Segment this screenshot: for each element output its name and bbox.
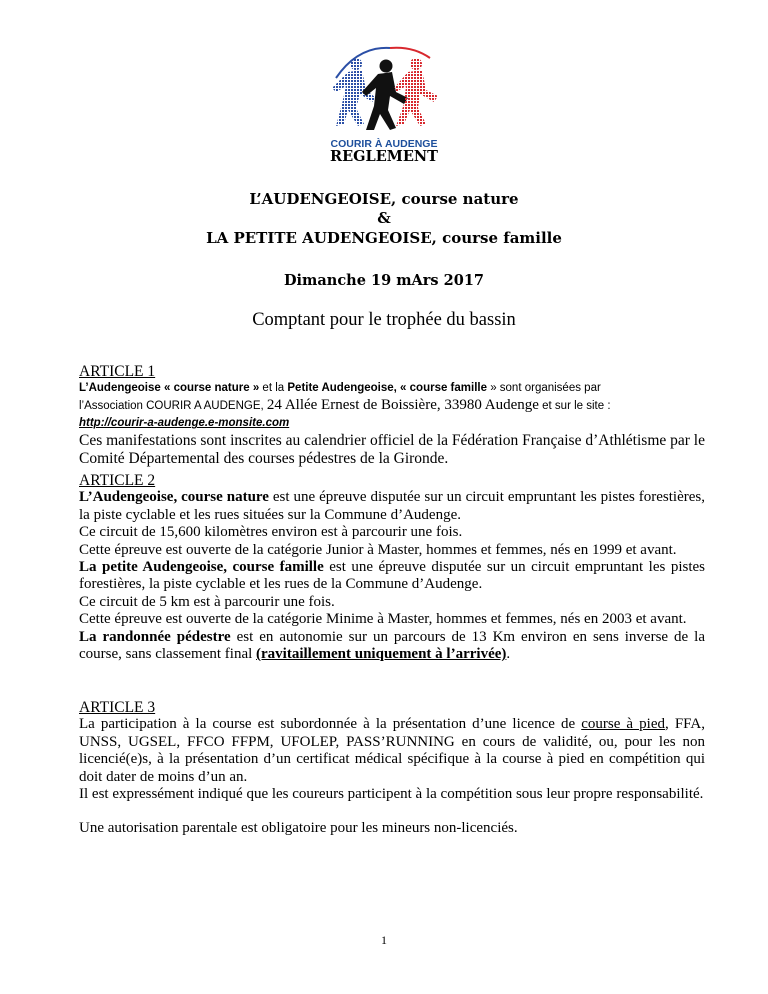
article-1-heading: ARTICLE 1	[79, 363, 156, 380]
course-famille-name: La petite Audengeoise, course famille	[79, 559, 324, 576]
article-2	[79, 472, 705, 663]
article-3-paragraph-1	[79, 716, 705, 786]
text-fragment: est en autonomie sur un parcours de 13 Km environ en sens inverse de la course, sans classement final	[79, 628, 705, 663]
text-fragment: et sur le site :	[538, 400, 611, 413]
page-number: 1	[381, 933, 387, 947]
article-3-heading: ARTICLE 3	[79, 699, 156, 716]
reglement-title: REGLEMENT	[330, 148, 438, 165]
article-2-paragraph-7	[79, 629, 705, 664]
article-1-line-2	[79, 397, 705, 415]
text-fragment: et la	[259, 382, 288, 395]
text-fragment: l’Association COURIR A AUDENGE,	[79, 400, 267, 413]
runners-logo-icon	[318, 38, 450, 142]
article-2-paragraph-3: Cette épreuve est ouverte de la catégorie Junior à Master, hommes et femmes, nés en 1999 et avant.	[79, 541, 677, 558]
text-fragment: .	[506, 646, 511, 663]
article-2-paragraph-6: Cette épreuve est ouverte de la catégorie Minime à Master, hommes et femmes, nés en 2003 et avant.	[79, 611, 687, 628]
course-a-pied-underlined: course à pied	[581, 716, 665, 733]
text-fragment: , FFA, UNSS, UGSEL, FFCO FFPM, UFOLEP, PASS’RUNNING en cours de validité, ou, pour les non licencié(e)s, à la présentation d’un certificat médical spécifique à la course à pied en compétition qui doit dater de moins d’un an.	[79, 716, 705, 785]
website-link[interactable]: http://courir-a-audenge.e-monsite.com	[79, 417, 290, 430]
text-fragment: est une épreuve disputée sur un circuit empruntant les pistes forestières, la piste cyclable et les rues situées sur la Commune d’Audenge.	[79, 489, 705, 523]
paragraph-spacer	[79, 803, 705, 820]
article-1-paragraph-2: Ces manifestations sont inscrites au calendrier officiel de la Fédération Française d’Athlétisme par le Comité Départemental des courses pédestres de la Gironde.	[79, 432, 705, 468]
article-2-paragraph-2: Ce circuit de 15,600 kilomètres environ est à parcourir une fois.	[79, 524, 463, 541]
article-2-heading: ARTICLE 2	[79, 472, 156, 489]
ravitaillement-note: (ravitaillement uniquement à l’arrivée)	[256, 646, 507, 663]
association-address: 24 Allée Ernest de Boissière, 33980 Audenge	[266, 397, 539, 414]
title-line-2: &	[377, 209, 391, 227]
article-3-paragraph-2: Il est expressément indiqué que les coureurs participent à la compétition sous leur propre responsabilité.	[79, 786, 704, 803]
club-logo	[318, 38, 450, 156]
title-line-1: L’AUDENGEOISE, course nature	[249, 190, 519, 208]
course-nature-name: L’Audengeoise, course nature	[79, 489, 269, 506]
text-fragment: La participation à la course est subordonnée à la présentation d’une licence de	[79, 716, 582, 733]
article-1-line-1	[79, 380, 705, 397]
course-nature-name: L’Audengeoise « course nature »	[79, 382, 260, 395]
course-famille-name: Petite Audengeoise, « course famille	[287, 382, 487, 395]
text-fragment: » sont organisées par	[487, 382, 601, 395]
text-fragment: est une épreuve disputée sur un circuit empruntant les pistes forestières, la piste cyclable et les rues de la Commune d’Audenge.	[79, 559, 705, 593]
article-2-paragraph-1	[79, 489, 705, 524]
article-3	[79, 699, 705, 838]
trophy-subtitle: Comptant pour le trophée du bassin	[252, 310, 516, 330]
article-1	[79, 363, 705, 468]
article-3-paragraph-3: Une autorisation parentale est obligatoire pour les mineurs non-licenciés.	[79, 820, 518, 837]
event-date: Dimanche 19 mArs 2017	[283, 272, 485, 289]
randonnee-name: La randonnée pédestre	[79, 628, 231, 645]
article-2-paragraph-4	[79, 559, 705, 594]
article-2-paragraph-5: Ce circuit de 5 km est à parcourir une fois.	[79, 593, 335, 610]
title-line-3: LA PETITE AUDENGEOISE, course famille	[206, 229, 562, 247]
logo-text: COURIR À AUDENGE	[330, 138, 438, 150]
